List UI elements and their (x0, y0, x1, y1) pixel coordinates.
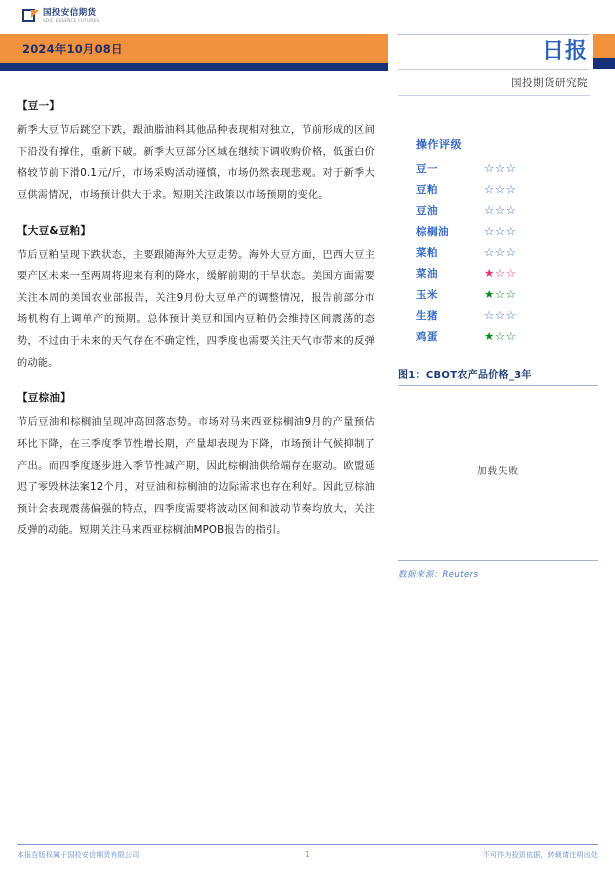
footer-disclaimer: 不可作为投资依据，转载请注明出处 (482, 851, 598, 859)
figure-source: 数据来源：Reuters (398, 570, 479, 580)
rating-stars (484, 181, 517, 196)
star-empty-icon: ☆ (505, 307, 517, 322)
logo-company-name-en: SDIC ESSENCE FUTURES (43, 18, 100, 23)
section-body: 节后豆油和棕榈油呈现冲高回落态势。市场对马来西亚棕榈油9月的产量预估环比下降，在三季度季节性增长期，产量却表现为下降，市场预计气候抑制了产出。而四季度逐步进入季节性减产期，因此棕榈油供给端存在驱动。欧盟延迟了零毁林法案12个月，对豆油和棕榈油的边际需求也存在利好。因此豆棕油预计会表现震荡偏强的特点，四季度需要将波动区间和波动节奏均放大，关注反弹的动能。短期关注马来西亚棕榈油MPOB报告的指引。 (17, 417, 375, 537)
rating-product-name: 豆油 (416, 205, 438, 217)
star-empty-icon: ☆ (494, 286, 506, 301)
company-logo (22, 9, 99, 26)
page-footer (0, 844, 615, 864)
rating-list (416, 161, 598, 344)
section-body: 新季大豆节后跳空下跌，跟油脂油料其他品种表现相对独立，节前形成的区间下沿没有撑住，重新下破。新季大豆部分区域在继续下调收购价格，低蛋白价格较节前下滑0.1元/斤，市场采购活动谨慎，市场仍然表现悲观。对于新季大豆供需情况，市场预计供大于求。短期关注政策以市场预期的变化。 (17, 125, 375, 201)
rating-stars (484, 244, 517, 259)
star-empty-icon: ☆ (505, 286, 517, 301)
section-soybean-meal (17, 223, 375, 375)
rating-row (416, 266, 598, 281)
footer-divider (17, 844, 598, 845)
navy-accent-bar (0, 63, 388, 71)
star-empty-icon: ☆ (505, 181, 517, 196)
star-empty-icon: ☆ (484, 181, 495, 196)
rating-product-name: 玉米 (416, 289, 438, 301)
rating-product-name: 生猪 (416, 310, 438, 322)
operation-rating-panel (398, 136, 598, 344)
star-filled-icon: ★ (484, 328, 495, 343)
star-empty-icon: ☆ (505, 160, 517, 175)
rating-row (416, 308, 598, 323)
rating-stars (484, 307, 517, 322)
header-logo-row (0, 0, 615, 34)
rating-product-name: 菜粕 (416, 247, 438, 259)
footer-row (17, 850, 598, 864)
logo-company-name-cn: 国投安信期货 (43, 8, 97, 18)
section-soy-palm-oil (17, 390, 375, 542)
logo-text (43, 9, 99, 23)
rating-stars (484, 286, 517, 301)
star-empty-icon: ☆ (494, 307, 506, 322)
section-heading: 【豆一】 (17, 100, 61, 112)
rating-product-name: 菜油 (416, 268, 438, 280)
header-banner (0, 34, 615, 98)
page-title: 日报 (541, 39, 588, 64)
star-empty-icon: ☆ (494, 160, 506, 175)
rating-stars (484, 223, 517, 238)
rating-row (416, 203, 598, 218)
star-empty-icon: ☆ (494, 265, 506, 280)
rating-stars (484, 202, 517, 217)
rating-stars (484, 160, 517, 175)
star-empty-icon: ☆ (505, 202, 517, 217)
rating-product-name: 棕榈油 (416, 226, 449, 238)
star-empty-icon: ☆ (484, 160, 495, 175)
figure-load-failed-text: 加载失败 (476, 466, 519, 477)
star-empty-icon: ☆ (494, 223, 506, 238)
rating-stars (484, 328, 517, 343)
title-rule-bottom (398, 95, 590, 96)
rating-row (416, 245, 598, 260)
star-empty-icon: ☆ (484, 307, 495, 322)
footer-copyright: 本报告版权属于国投安信期货有限公司 (17, 851, 140, 859)
section-body: 节后豆粕呈现下跌状态，主要跟随海外大豆走势。海外大豆方面，巴西大豆主要产区未来一至两周将迎来有利的降水，缓解前期的干旱状态。美国方面需要关注本周的美国农业部报告，关注9月份大豆单产的调整情况，报告前部分市场机构有上调单产的预期。总体预计美豆和国内豆粕仍会维持区间震荡的态势，不过由于未来的天气存在不确定性，四季度也需要关注天气市带来的反弹的动能。 (17, 249, 375, 369)
right-column (398, 98, 598, 580)
section-heading: 【豆棕油】 (17, 392, 71, 405)
page-number: 1 (305, 850, 310, 859)
header-title-block (398, 34, 590, 96)
rating-stars (484, 265, 517, 280)
star-filled-icon: ★ (484, 286, 495, 301)
date-banner (0, 34, 388, 63)
figure-caption: 图1：CBOT农产品价格_3年 (398, 370, 532, 381)
star-empty-icon: ☆ (484, 202, 495, 217)
rating-row (416, 287, 598, 302)
star-empty-icon: ☆ (505, 328, 517, 343)
star-empty-icon: ☆ (505, 265, 517, 280)
star-empty-icon: ☆ (505, 223, 517, 238)
star-filled-icon: ★ (484, 265, 495, 280)
orange-accent-chip (593, 34, 615, 58)
section-doyi (17, 98, 375, 207)
rating-product-name: 豆一 (416, 163, 438, 175)
rating-product-name: 鸡蛋 (416, 331, 438, 343)
star-empty-icon: ☆ (494, 244, 506, 259)
rating-row (416, 182, 598, 197)
star-empty-icon: ☆ (505, 244, 517, 259)
rating-panel-title: 操作评级 (416, 138, 462, 151)
figure-rule-bottom (398, 560, 598, 561)
logo-mark-icon (22, 9, 39, 26)
rating-row (416, 161, 598, 176)
rating-row (416, 329, 598, 344)
report-date: 2024年10月08日 (22, 41, 123, 56)
left-column (17, 98, 375, 558)
star-empty-icon: ☆ (494, 202, 506, 217)
star-empty-icon: ☆ (494, 328, 506, 343)
page-subtitle: 国投期货研究院 (511, 77, 588, 89)
star-empty-icon: ☆ (484, 223, 495, 238)
rating-product-name: 豆粕 (416, 184, 438, 196)
figure-image-area (398, 386, 598, 554)
star-empty-icon: ☆ (494, 181, 506, 196)
navy-accent-chip (593, 58, 615, 69)
section-heading: 【大豆&豆粕】 (17, 224, 92, 237)
star-empty-icon: ☆ (484, 244, 495, 259)
rating-row (416, 224, 598, 239)
